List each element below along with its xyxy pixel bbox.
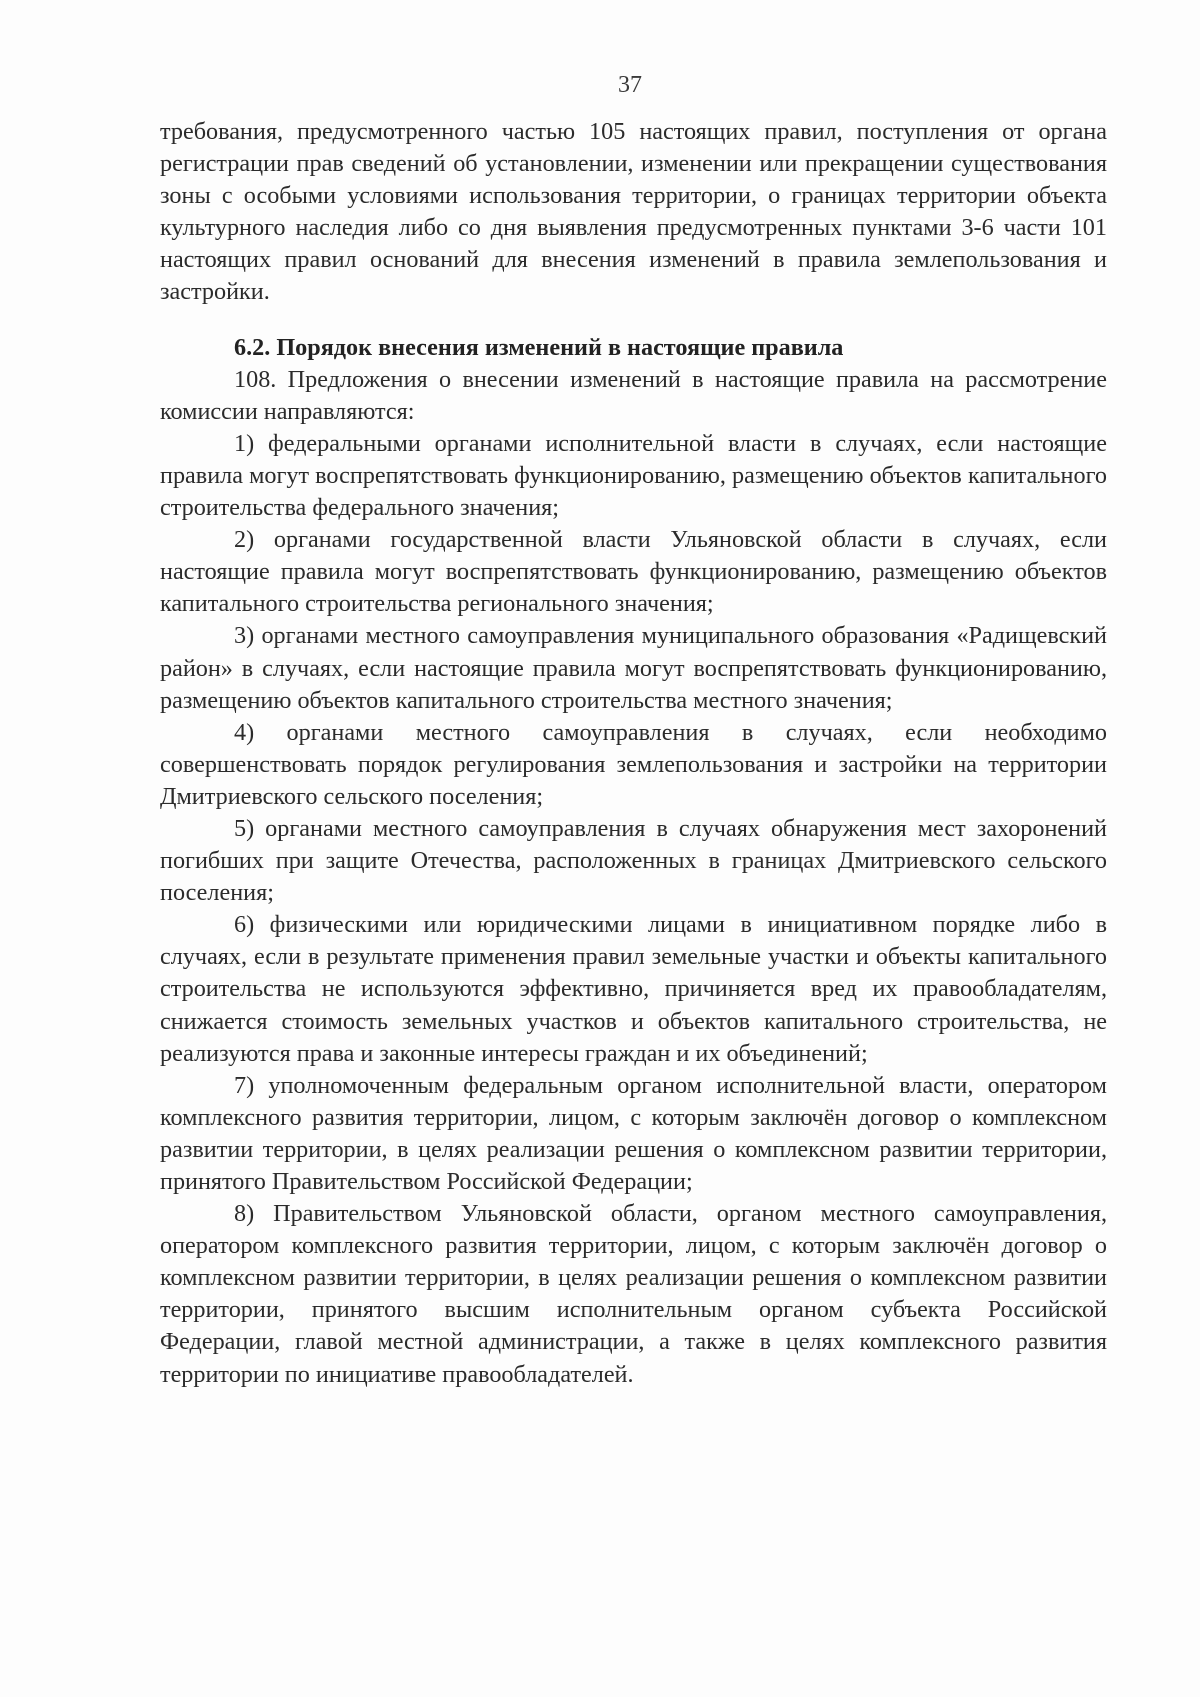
paragraph-108: 108. Предложения о внесении изменений в настоящие правила на рассмотрение комиссии направляются: [160,365,1107,425]
document-body [160,116,1107,1391]
list-item-6: 6) физическими или юридическими лицами в инициативном порядке либо в случаях, если в результате применения правил земельные участки и объекты капитального строительства не используются эффективно, причиняется вред их правообладателям, снижается стоимость земельных участков и объектов капитального строительства, не реализуются права и законные интересы граждан и их объединений; [160,911,1107,1067]
list-item-3: 3) органами местного самоуправления муниципального образования «Радищевский район» в случаях, если настоящие правила могут воспрепятствовать функционированию, размещению объектов капитального строительства местного значения; [160,622,1107,714]
page-number: 37 [618,72,642,98]
list-item-2: 2) органами государственной власти Ульяновской области в случаях, если настоящие правила могут воспрепятствовать функционированию, размещению объектов капитального строительства регионального значения; [160,526,1107,618]
list-item-5: 5) органами местного самоуправления в случаях обнаружения мест захоронений погибших при защите Отечества, расположенных в границах Дмитриевского сельского поселения; [160,814,1107,907]
section-heading: 6.2. Порядок внесения изменений в настоящие правила [234,333,844,361]
list-item-8: 8) Правительством Ульяновской области, органом местного самоуправления, оператором комплексного развития территории, лицом, с которым заключён договор о комплексном развитии территории, в целях реализации решения о комплексном развитии территории, принятого высшим исполнительным органом субъекта Российской Федерации, главой местной администрации, а также в целях комплексного развития территории по инициативе правообладателей. [160,1200,1107,1388]
list-item-1: 1) федеральными органами исполнительной власти в случаях, если настоящие правила могут воспрепятствовать функционированию, размещению объектов капитального строительства федерального значения; [160,429,1107,522]
intro-paragraph: требования, предусмотренного частью 105 настоящих правил, поступления от органа регистрации прав сведений об установлении, изменении или прекращении существования зоны с особыми условиями использования территории, о границах территории объекта культурного наследия либо со дня выявления предусмотренных пунктами 3-6 части 101 настоящих правил оснований для внесения изменений в правила землепользования и застройки. [160,118,1107,306]
list-item-7: 7) уполномоченным федеральным органом исполнительной власти, оператором комплексного развития территории, лицом, с которым заключён договор о комплексном развитии территории, в целях реализации решения о комплексном развитии территории, принятого Правительством Российской Федерации; [160,1071,1107,1195]
list-item-4: 4) органами местного самоуправления в случаях, если необходимо совершенствовать порядок регулирования землепользования и застройки на территории Дмитриевского сельского поселения; [160,718,1107,810]
